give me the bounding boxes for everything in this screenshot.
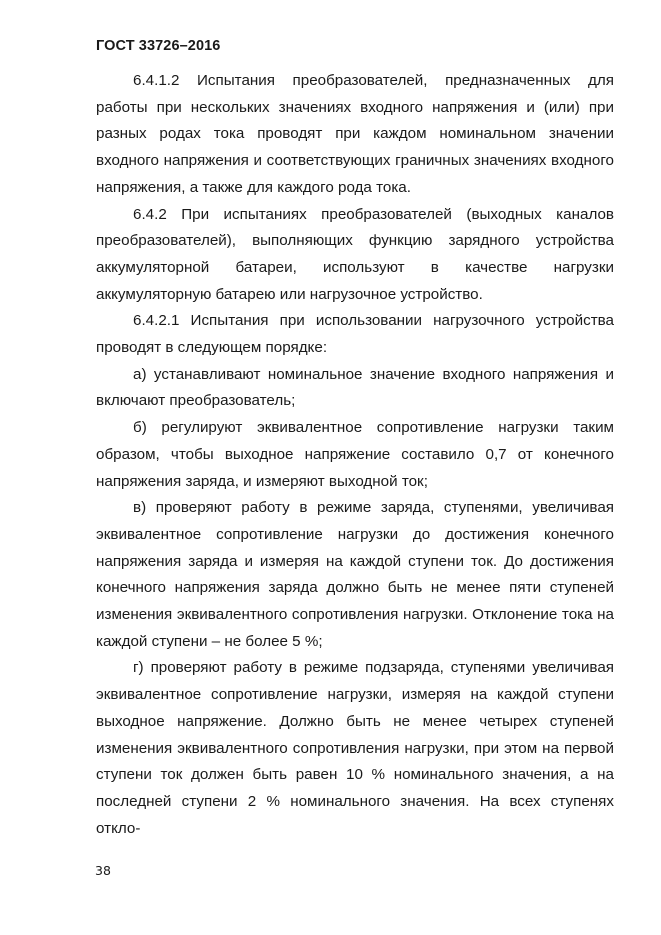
paragraph-6-4-2-1: 6.4.2.1 Испытания при использовании нагрузочного устройства проводят в следующем порядке: — [96, 312, 614, 357]
list-item-b: б) регулируют эквивалентное сопротивление нагрузки таким образом, чтобы выходное напряжение составило 0,7 от конечного напряжения заряда, и измеряют выходной ток; — [96, 419, 614, 490]
list-item-a: а) устанавливают номинальное значение входного напряжения и включают преобразователь; — [96, 365, 614, 410]
paragraph-6-4-1-2: 6.4.1.2 Испытания преобразователей, предназначенных для работы при нескольких значениях входного напряжения и (или) при разных родах тока проводят при каждом номинальном значении входного напряжения и соответствующих граничных значениях входного напряжения, а также для каждого рода тока. — [96, 72, 614, 196]
paragraph-6-4-2: 6.4.2 При испытаниях преобразователей (выходных каналов преобразователей), выполняющих функцию зарядного устройства аккумуляторной батареи, используют в качестве нагрузки аккумуляторную батарею или нагрузочное устройство. — [96, 205, 614, 303]
standard-code: ГОСТ 33726–2016 — [96, 38, 221, 54]
document-body — [96, 68, 614, 842]
list-item-g: г) проверяют работу в режиме подзаряда, ступенями увеличивая эквивалентное сопротивление нагрузки, измеряя на каждой ступени выходное напряжение. Должно быть не менее четырех ступеней изменения эквивалентного сопротивления нагрузки, при этом на первой ступени ток должен быть равен 10 % номинального значения, а на последней ступени 2 % номинального значения. На всех ступенях откло- — [96, 659, 614, 837]
page-number: 38 — [95, 863, 111, 878]
document-header — [96, 38, 220, 54]
list-item-v: в) проверяют работу в режиме заряда, ступенями, увеличивая эквивалентное сопротивление нагрузки до достижения конечного напряжения заряда и измеряя на каждой ступени ток. До достижения конечного напряжения заряда должно быть не менее пяти ступеней изменения эквивалентного сопротивления нагрузки. Отклонение тока на каждой ступени – не более 5 %; — [96, 499, 614, 650]
